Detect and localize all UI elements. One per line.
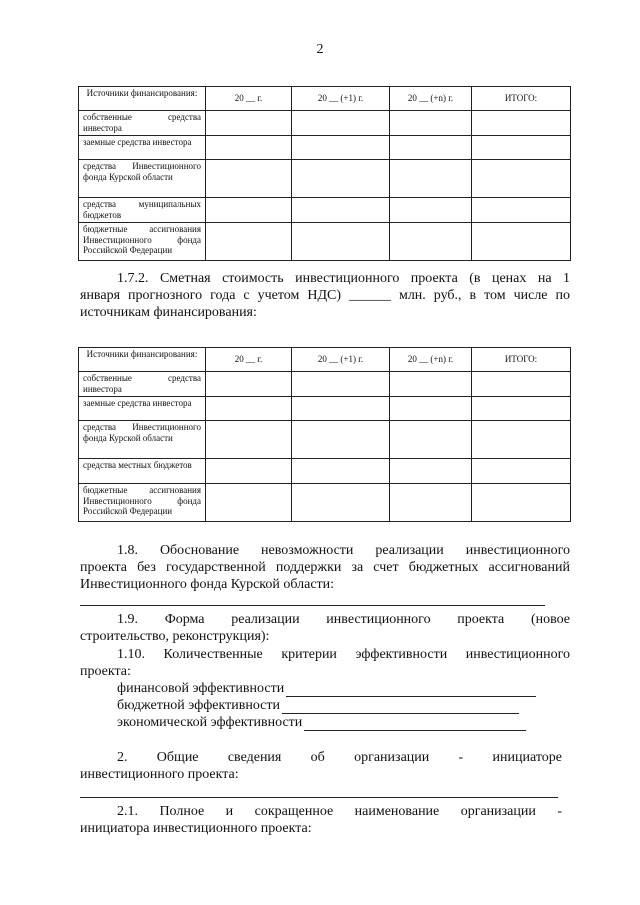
section-1-7-2-line1: 1.7.2. Сметная стоимость инвестиционного проекта (в ценах на 1 xyxy=(117,271,570,286)
row-label: заемные средства инвестора xyxy=(79,136,206,160)
row-label: заемные средства инвестора xyxy=(79,397,206,421)
row-label: средства муниципальных бюджетов xyxy=(79,198,206,223)
header-total: ИТОГО: xyxy=(472,348,571,372)
row-label: средства Инвестиционного фонда Курской области xyxy=(79,421,206,459)
table-row xyxy=(79,223,571,261)
header-year-plus-1: 20 __ (+1) г. xyxy=(292,348,390,372)
empty-cell[interactable] xyxy=(472,160,571,198)
empty-cell[interactable] xyxy=(390,372,472,397)
empty-cell[interactable] xyxy=(292,397,390,421)
empty-cell[interactable] xyxy=(292,198,390,223)
row-label: собственные средства инвестора xyxy=(79,111,206,136)
section-1-8-line2: проекта без государственной поддержки за счет бюджетных ассигнований xyxy=(80,560,570,575)
financing-table-1 xyxy=(78,86,571,261)
header-year-plus-1: 20 __ (+1) г. xyxy=(292,87,390,111)
criteria-budget-label: бюджетной эффективности xyxy=(117,698,281,713)
criteria-economic xyxy=(117,714,526,731)
table-row xyxy=(79,111,571,136)
empty-cell[interactable] xyxy=(472,372,571,397)
empty-cell[interactable] xyxy=(206,198,292,223)
criteria-budget-field[interactable] xyxy=(282,700,519,714)
section-1-8 xyxy=(80,542,570,593)
empty-cell[interactable] xyxy=(390,223,472,261)
section-1-7-2 xyxy=(80,270,570,321)
header-year-plus-n: 20 __ (+n) г. xyxy=(390,87,472,111)
table-header-row xyxy=(79,87,571,111)
empty-cell[interactable] xyxy=(472,198,571,223)
empty-cell[interactable] xyxy=(292,421,390,459)
empty-cell[interactable] xyxy=(206,160,292,198)
empty-cell[interactable] xyxy=(472,111,571,136)
row-label: бюджетные ассигнования Инвестиционного фонда Российской Федерации xyxy=(79,223,206,261)
section-2-1-line1: 2.1. Полное и сокращенное наименование организации - xyxy=(117,804,562,819)
empty-cell[interactable] xyxy=(472,421,571,459)
header-sources: Источники финансирования: xyxy=(79,348,206,372)
section-1-9 xyxy=(80,611,570,645)
empty-cell[interactable] xyxy=(390,160,472,198)
empty-cell[interactable] xyxy=(390,397,472,421)
empty-cell[interactable] xyxy=(206,111,292,136)
section-2-1 xyxy=(80,803,562,837)
header-total: ИТОГО: xyxy=(472,87,571,111)
table-row xyxy=(79,421,571,459)
empty-cell[interactable] xyxy=(292,136,390,160)
financing-table-2 xyxy=(78,347,571,522)
criteria-financial xyxy=(117,680,536,697)
empty-cell[interactable] xyxy=(390,459,472,484)
row-label: бюджетные ассигнования Инвестиционного фонда Российской Федерации xyxy=(79,484,206,522)
section-1-10-line2: проекта: xyxy=(80,664,131,679)
header-year: 20 __ г. xyxy=(206,87,292,111)
empty-cell[interactable] xyxy=(206,223,292,261)
section-1-8-line1: 1.8. Обоснование невозможности реализации инвестиционного xyxy=(117,543,570,558)
section-1-7-2-line2: января прогнозного года с учетом НДС) ______ млн. руб., в том числе по xyxy=(80,288,570,303)
empty-cell[interactable] xyxy=(472,136,571,160)
criteria-financial-label: финансовой эффективности xyxy=(117,681,285,696)
header-year: 20 __ г. xyxy=(206,348,292,372)
empty-cell[interactable] xyxy=(292,459,390,484)
row-label: собственные средства инвестора xyxy=(79,372,206,397)
section-1-8-line3: Инвестиционного фонда Курской области: xyxy=(80,577,335,592)
empty-cell[interactable] xyxy=(472,397,571,421)
table-row xyxy=(79,198,571,223)
section-2 xyxy=(80,749,562,783)
empty-cell[interactable] xyxy=(390,484,472,522)
empty-cell[interactable] xyxy=(206,484,292,522)
empty-cell[interactable] xyxy=(206,397,292,421)
empty-cell[interactable] xyxy=(206,372,292,397)
empty-cell[interactable] xyxy=(206,421,292,459)
empty-cell[interactable] xyxy=(292,111,390,136)
section-1-7-2-line3: источникам финансирования: xyxy=(80,305,257,320)
answer-line-1-8[interactable] xyxy=(80,605,545,606)
table-header-row xyxy=(79,348,571,372)
section-1-10 xyxy=(80,646,570,680)
header-sources: Источники финансирования: xyxy=(79,87,206,111)
section-1-9-line2: строительство, реконструкция): xyxy=(80,629,270,644)
section-2-1-line2: инициатора инвестиционного проекта: xyxy=(80,821,312,836)
section-1-10-line1: 1.10. Количественные критерии эффективности инвестиционного xyxy=(117,647,570,662)
row-label: средства местных бюджетов xyxy=(79,459,206,484)
section-2-line1: 2. Общие сведения об организации - инициаторе xyxy=(117,750,562,765)
empty-cell[interactable] xyxy=(472,484,571,522)
empty-cell[interactable] xyxy=(472,459,571,484)
empty-cell[interactable] xyxy=(206,136,292,160)
table-row xyxy=(79,397,571,421)
criteria-financial-field[interactable] xyxy=(286,683,536,697)
criteria-economic-field[interactable] xyxy=(304,717,526,731)
criteria-budget xyxy=(117,697,519,714)
empty-cell[interactable] xyxy=(390,198,472,223)
empty-cell[interactable] xyxy=(292,484,390,522)
empty-cell[interactable] xyxy=(472,223,571,261)
section-2-line2: инвестиционного проекта: xyxy=(80,767,239,782)
table-row xyxy=(79,459,571,484)
empty-cell[interactable] xyxy=(390,111,472,136)
section-1-9-line1: 1.9. Форма реализации инвестиционного проекта (новое xyxy=(117,612,570,627)
empty-cell[interactable] xyxy=(292,372,390,397)
table-row xyxy=(79,484,571,522)
empty-cell[interactable] xyxy=(206,459,292,484)
table-row xyxy=(79,160,571,198)
answer-line-2[interactable] xyxy=(80,797,558,798)
row-label: средства Инвестиционного фонда Курской области xyxy=(79,160,206,198)
table-row xyxy=(79,136,571,160)
header-year-plus-n: 20 __ (+n) г. xyxy=(390,348,472,372)
empty-cell[interactable] xyxy=(292,160,390,198)
page-number: 2 xyxy=(316,42,324,57)
empty-cell[interactable] xyxy=(390,136,472,160)
table-row xyxy=(79,372,571,397)
empty-cell[interactable] xyxy=(292,223,390,261)
empty-cell[interactable] xyxy=(390,421,472,459)
criteria-economic-label: экономической эффективности xyxy=(117,715,303,730)
